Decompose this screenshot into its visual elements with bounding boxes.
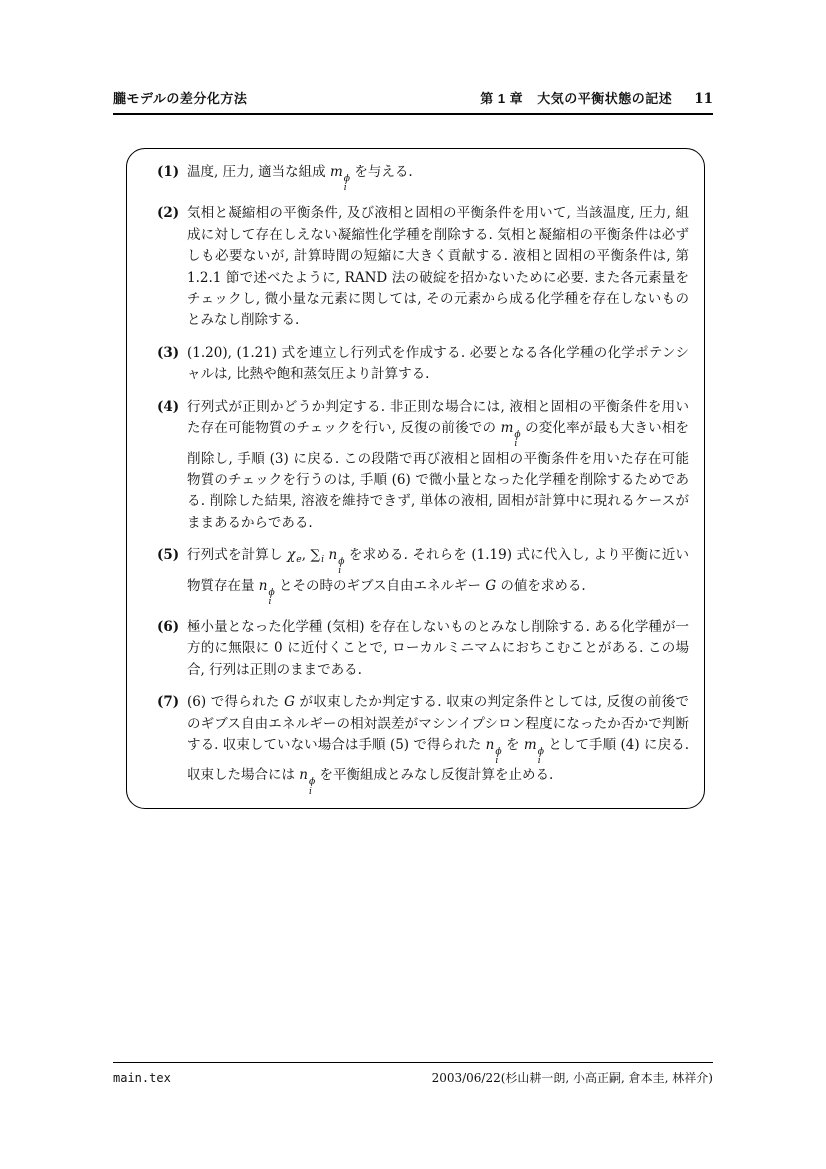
procedure-item bbox=[143, 617, 689, 681]
item-text: 行列式が正則かどうか判定する. 非正則な場合には, 液相と固相の平衡条件を用いた存在可能物質のチェックを行い, 反復の前後での m ϕ i の変化率が最も大きい相を削除し, 手順 (3) に戻る. この段階で再び液相と固相の平衡条件を用いた存在可能物質のチェックを行うのは, 手順 (6) で微小量となった化学種を削除するためである. 削除した結果, 溶液を維持できず, 単体の液相, 固相が計算中に現れるケースがままあるからである. bbox=[187, 398, 689, 531]
procedure-item bbox=[143, 343, 689, 386]
date-authors: 2003/06/22(杉山耕一朗, 小高正嗣, 倉本圭, 林祥介) bbox=[431, 1071, 713, 1085]
item-number: (4) bbox=[157, 398, 180, 415]
chapter-heading bbox=[480, 88, 713, 107]
math-expression: $\sum_i$ bbox=[310, 547, 325, 566]
item-text: (1.20), (1.21) 式を連立し行列式を作成する. 必要となる各化学種の化学ポテンシャルは, 比熱や飽和蒸気圧より計算する. bbox=[187, 344, 689, 383]
item-text: 極小量となった化学種 (気相) を存在しないものとみなし削除する. ある化学種が一方的に無限に 0 に近付くことで, ローカルミニマムにおちこむことがある. この場合, 行列は正則のままである. bbox=[187, 618, 689, 678]
chapter-number: 第 1 章 bbox=[480, 91, 524, 106]
math-expression: m ϕ i bbox=[500, 420, 521, 450]
procedure-item bbox=[143, 203, 689, 331]
chapter-title: 大気の平衡状態の記述 bbox=[537, 91, 673, 106]
math-expression: m ϕ i bbox=[329, 164, 351, 194]
math-expression: G bbox=[284, 694, 295, 711]
item-text: 温度, 圧力, 適当な組成 m ϕ i を与える. bbox=[187, 164, 413, 194]
page-footer bbox=[113, 1062, 713, 1086]
math-expression: m ϕ i bbox=[523, 737, 544, 767]
math-expression: n ϕ i bbox=[258, 577, 275, 607]
item-number: (2) bbox=[157, 205, 180, 222]
math-expression: n ϕ i bbox=[485, 737, 502, 767]
page-number: 11 bbox=[694, 91, 713, 107]
math-expression: n ϕ i bbox=[328, 547, 345, 577]
item-text: 気相と凝縮相の平衡条件, 及び液相と固相の平衡条件を用いて, 当該温度, 圧力, 組成に対して存在しえない凝縮性化学種を削除する. 気相と凝縮相の平衡条件は必ずしも必要ないが, 計算時間の短縮に大きく貢献する. 液相と固相の平衡条件は, 第 1.2.1 節で述べたように, RAND 法の破綻を招かないために必要. また各元素量をチェックし, 微小量な元素に関しては, その元素から成る化学種を存在しないものとみなし削除する. bbox=[187, 205, 689, 329]
page-header bbox=[113, 88, 713, 115]
math-expression: G bbox=[485, 577, 497, 594]
running-title: 朧モデルの差分化方法 bbox=[113, 91, 248, 106]
procedure-item bbox=[143, 692, 689, 796]
item-text: 行列式を計算し $\chi_e$, $\sum_i$ n ϕ i を求める. それらを (1.19) 式に代入し, より平衡に近い物質存在量 n ϕ i とその時のギブス自由エネルギー G の値を求める. bbox=[187, 547, 689, 607]
procedure-box bbox=[126, 148, 705, 809]
procedure-list bbox=[143, 162, 689, 796]
item-number: (5) bbox=[157, 547, 180, 564]
item-number: (1) bbox=[157, 164, 180, 180]
item-number: (3) bbox=[157, 344, 180, 361]
math-expression: $\chi_e$ bbox=[287, 547, 302, 566]
procedure-item bbox=[143, 162, 689, 192]
math-expression: n ϕ i bbox=[299, 767, 316, 797]
item-text: (6) で得られた G が収束したか判定する. 収束の判定条件としては, 反復の前後でのギブス自由エネルギーの相対誤差がマシンイプシロン程度になったか否かで判断する. 収束していない場合は手順 (5) で得られた n ϕ i を m ϕ i として手順 (4) に戻る. 収束した場合には n ϕ i を平衡組成とみなし反復計算を止める. bbox=[187, 694, 689, 797]
source-file-name: main.tex bbox=[113, 1071, 171, 1085]
procedure-item bbox=[143, 545, 689, 606]
item-number: (6) bbox=[157, 618, 180, 635]
item-number: (7) bbox=[157, 694, 180, 711]
procedure-item bbox=[143, 397, 689, 534]
